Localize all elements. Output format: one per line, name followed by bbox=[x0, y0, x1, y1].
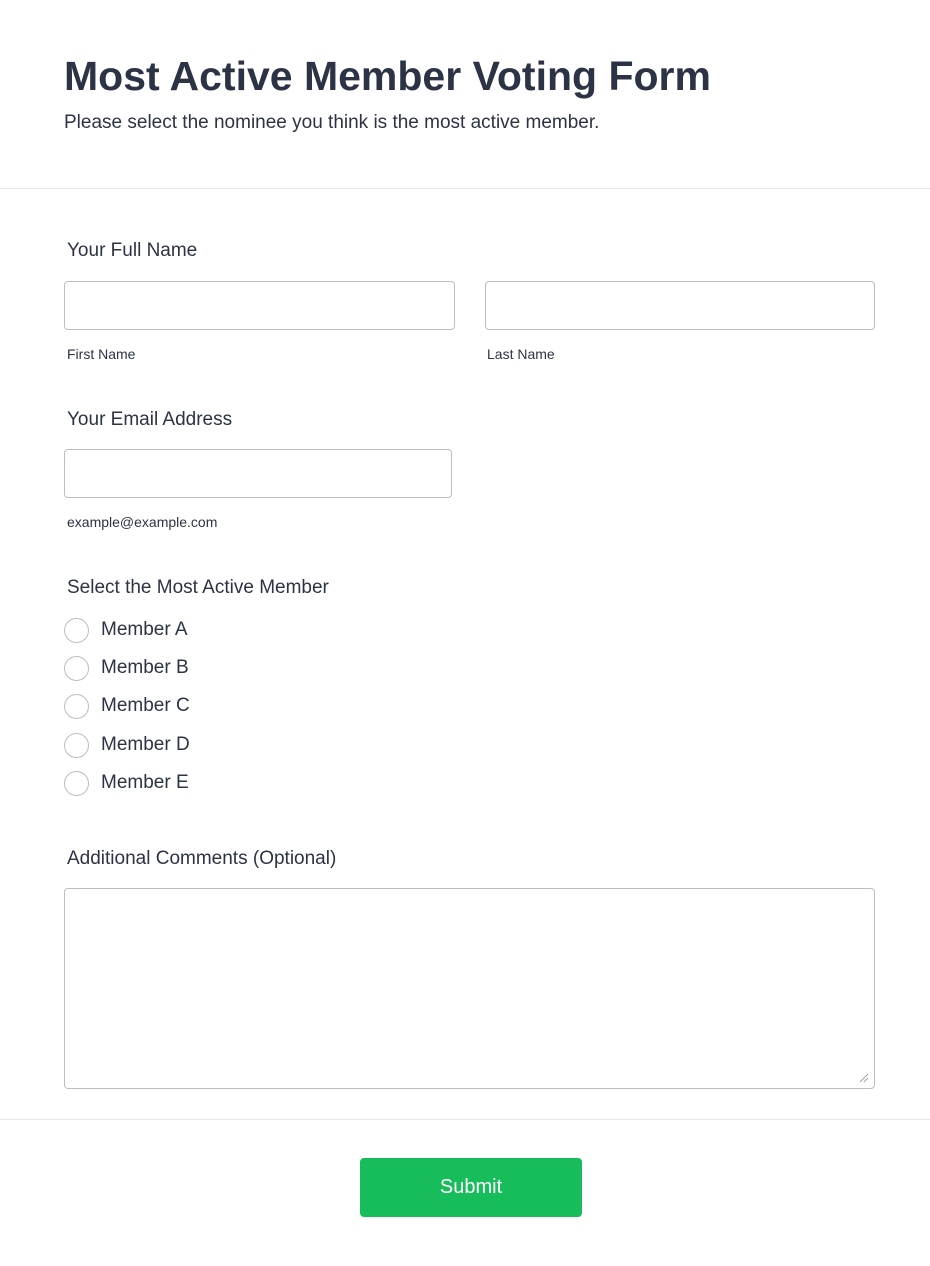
last-name-input[interactable] bbox=[485, 281, 875, 330]
radio-option-label[interactable]: Member C bbox=[101, 695, 190, 716]
radio-button[interactable] bbox=[64, 618, 89, 643]
radio-option-member-c[interactable] bbox=[64, 693, 190, 719]
last-name-sublabel: Last Name bbox=[487, 346, 555, 362]
comments-textarea[interactable] bbox=[64, 888, 875, 1089]
radio-button[interactable] bbox=[64, 733, 89, 758]
submit-button[interactable]: Submit bbox=[360, 1158, 582, 1217]
radio-option-member-e[interactable] bbox=[64, 770, 189, 796]
radio-option-label[interactable]: Member A bbox=[101, 619, 188, 640]
radio-option-member-a[interactable] bbox=[64, 617, 188, 643]
member-select-label: Select the Most Active Member bbox=[67, 577, 329, 598]
first-name-input[interactable] bbox=[64, 281, 455, 330]
email-label: Your Email Address bbox=[67, 409, 233, 430]
radio-button[interactable] bbox=[64, 694, 89, 719]
radio-option-label[interactable]: Member D bbox=[101, 734, 190, 755]
resize-handle-icon[interactable] bbox=[857, 1071, 869, 1083]
radio-option-label[interactable]: Member E bbox=[101, 772, 189, 793]
radio-button[interactable] bbox=[64, 771, 89, 796]
full-name-label: Your Full Name bbox=[67, 240, 198, 261]
form-subtitle: Please select the nominee you think is the most active member. bbox=[64, 112, 600, 133]
email-input[interactable] bbox=[64, 449, 452, 498]
form-title: Most Active Member Voting Form bbox=[64, 53, 711, 99]
form-header bbox=[0, 0, 930, 189]
email-sublabel: example@example.com bbox=[67, 514, 218, 530]
radio-button[interactable] bbox=[64, 656, 89, 681]
radio-option-member-d[interactable] bbox=[64, 732, 190, 758]
radio-option-member-b[interactable] bbox=[64, 655, 189, 681]
footer-divider bbox=[0, 1119, 930, 1120]
comments-label: Additional Comments (Optional) bbox=[67, 848, 337, 869]
first-name-sublabel: First Name bbox=[67, 346, 136, 362]
radio-option-label[interactable]: Member B bbox=[101, 657, 189, 678]
